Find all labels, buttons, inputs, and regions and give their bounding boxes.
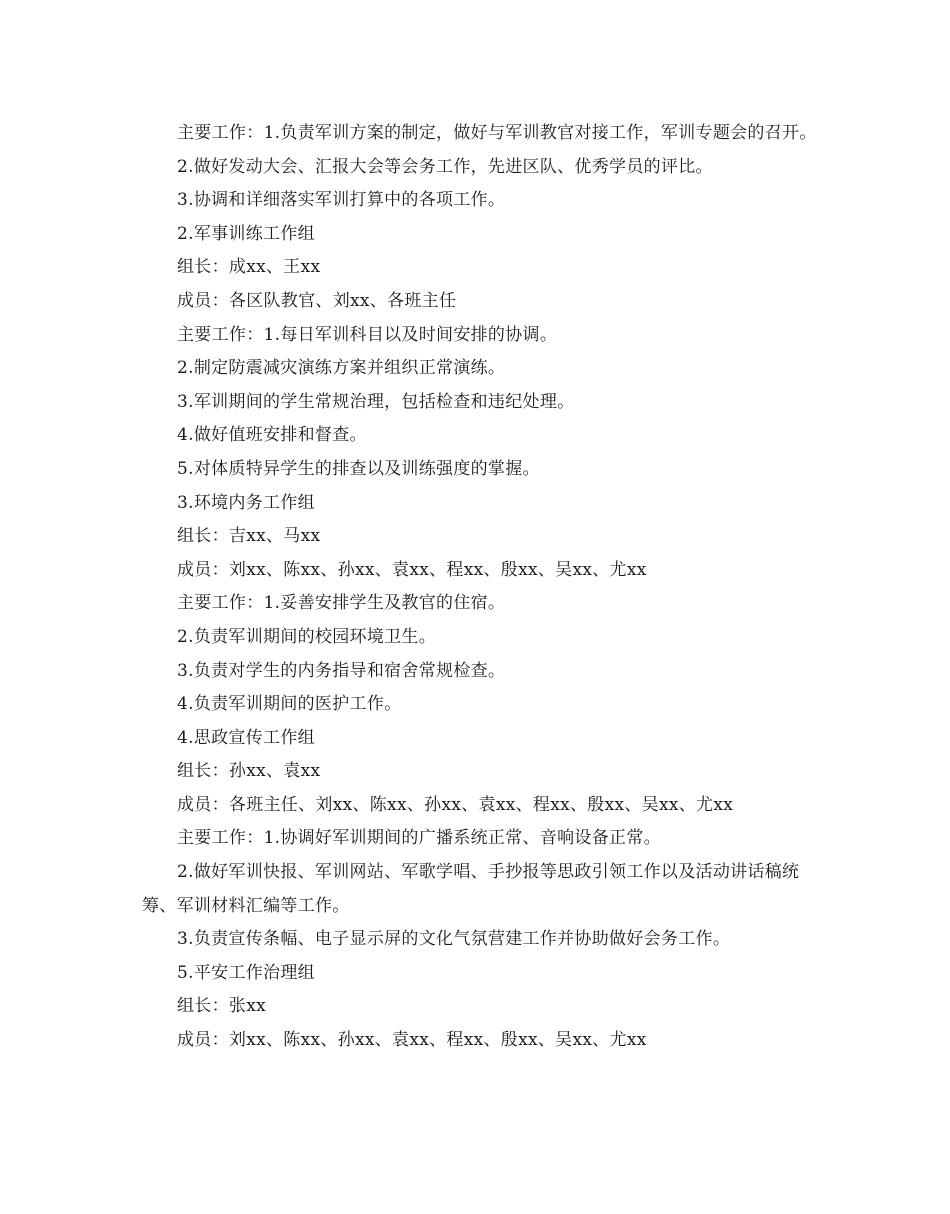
paragraph: 4.做好值班安排和督查。 <box>177 425 367 446</box>
paragraph: 2.负责军训期间的校园环境卫生。 <box>177 626 437 647</box>
section-heading: 2.军事训练工作组 <box>177 223 315 244</box>
paragraph: 成员：各班主任、刘xx、陈xx、孙xx、袁xx、程xx、殷xx、吴xx、尤xx <box>177 794 734 815</box>
paragraph: 主要工作：1.负责军训方案的制定，做好与军训教官对接工作，军训专题会的召开。 <box>177 123 817 143</box>
paragraph: 组长：吉xx、马xx <box>177 526 321 547</box>
paragraph: 组长：成xx、王xx <box>177 257 321 278</box>
paragraph: 组长：张xx <box>177 996 266 1017</box>
paragraph: 组长：孙xx、袁xx <box>177 761 321 782</box>
paragraph: 2.做好发动大会、汇报大会等会务工作，先进区队、优秀学员的评比。 <box>177 156 713 177</box>
paragraph: 3.军训期间的学生常规治理，包括检查和违纪处理。 <box>177 391 575 412</box>
paragraph: 4.负责军训期间的医护工作。 <box>177 694 402 715</box>
section-heading: 4.思政宣传工作组 <box>177 727 315 748</box>
paragraph: 2.做好军训快报、军训网站、军歌学唱、手抄报等思政引领工作以及活动讲话稿统筹、军训材料汇编等工作。 <box>142 862 800 916</box>
section-heading: 3.环境内务工作组 <box>177 492 315 513</box>
paragraph: 3.协调和详细落实军训打算中的各项工作。 <box>177 190 506 211</box>
paragraph: 3.负责对学生的内务指导和宿舍常规检查。 <box>177 660 506 681</box>
document-body <box>142 117 822 1058</box>
paragraph: 主要工作：1.妥善安排学生及教官的住宿。 <box>177 593 506 614</box>
paragraph: 3.负责宣传条幅、电子显示屏的文化气氛营建工作并协助做好会务工作。 <box>177 929 731 950</box>
section-heading: 5.平安工作治理组 <box>177 962 315 983</box>
paragraph: 2.制定防震减灾演练方案并组织正常演练。 <box>177 358 506 379</box>
paragraph: 主要工作：1.每日军训科目以及时间安排的协调。 <box>177 324 558 345</box>
paragraph: 主要工作：1.协调好军训期间的广播系统正常、音响设备正常。 <box>177 828 661 849</box>
paragraph: 成员：各区队教官、刘xx、各班主任 <box>177 290 457 311</box>
paragraph: 成员：刘xx、陈xx、孙xx、袁xx、程xx、殷xx、吴xx、尤xx <box>177 1030 647 1051</box>
paragraph: 5.对体质特异学生的排查以及训练强度的掌握。 <box>177 458 540 479</box>
paragraph: 成员：刘xx、陈xx、孙xx、袁xx、程xx、殷xx、吴xx、尤xx <box>177 559 647 580</box>
